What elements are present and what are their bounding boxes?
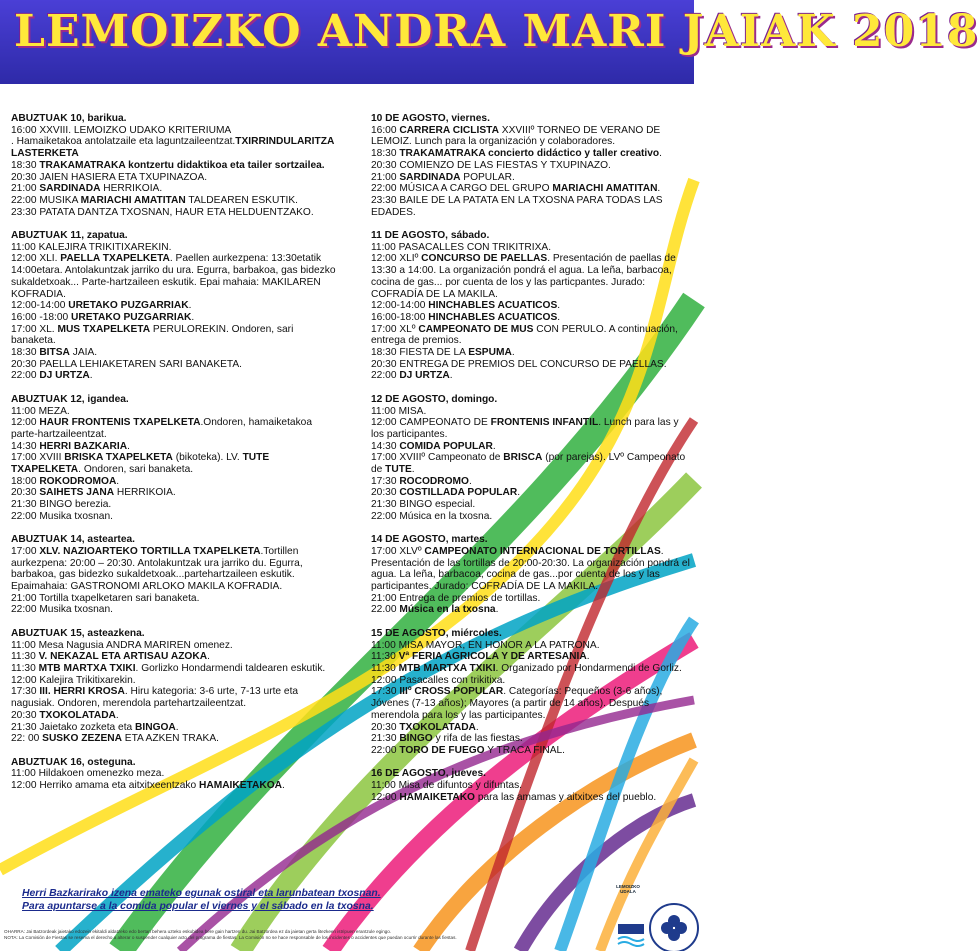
event-text: . Paellen aurkezpena: 13:30etatik 14:00etara. Antolakuntzak jarriko du ura. Egurra, barbakoa, gas bidezko sukaldetxoak... Parte-hartzaileen eskutik. Epai mahaia: MAKILAREN KOFRADIA. — [11, 253, 336, 300]
day-title: ABUZTUAK 12, igandea. — [11, 393, 129, 405]
event-text: . — [188, 300, 192, 312]
event-text: . — [657, 183, 661, 195]
event-line — [11, 300, 339, 312]
event-text: 21:00 — [11, 183, 40, 195]
event-line — [11, 546, 339, 593]
event-highlight: Música en la txosna — [399, 604, 496, 616]
event-line — [11, 324, 339, 347]
event-line — [371, 452, 693, 475]
event-highlight: DJ URTZA — [39, 370, 90, 382]
event-text: . Hiru kategoria: 3-6 urte, 7-13 urte eta nagusiak. Ondoren, merendola partehartzaileentzat. — [11, 686, 299, 710]
event-text: 14:30 — [371, 440, 400, 452]
event-line — [11, 347, 339, 359]
event-line — [11, 370, 339, 382]
event-line — [371, 172, 693, 184]
event-highlight: SARDINADA — [399, 171, 461, 183]
day-title: 12 DE AGOSTO, domingo. — [371, 393, 498, 405]
event-highlight: Vª FERIA AGRICOLA Y DE ARTESANIA — [398, 651, 587, 663]
event-highlight: BINGOA — [135, 721, 176, 733]
day-title: ABUZTUAK 11, zapatua. — [11, 230, 128, 242]
event-text: 17:00 XVIII — [11, 452, 65, 464]
event-line — [371, 347, 693, 359]
event-line — [371, 195, 693, 218]
event-text: 20:30 PAELLA LEHIAKETAREN SARI BANAKETA. — [11, 358, 243, 370]
event-line — [371, 640, 693, 652]
event-highlight: COSTILLADA POPULAR — [399, 487, 518, 499]
event-line — [371, 324, 693, 347]
event-line — [371, 651, 693, 663]
lauburu-seal-icon — [610, 884, 694, 951]
event-text: 20:30 — [11, 487, 40, 499]
event-line — [371, 406, 693, 418]
event-text: .Ondoren, hamaiketakoa parte-hartzaileentzat. — [11, 417, 313, 440]
event-text: 12:00 XLI. — [11, 253, 61, 265]
event-line — [371, 546, 693, 593]
event-text: 18:30 — [371, 148, 400, 160]
event-text: 21:00 Entrega de premios de tortillas. — [371, 592, 541, 604]
event-text: 20:30 COMIENZO DE LAS FIESTAS Y TXUPINAZO. — [371, 159, 611, 171]
event-highlight: XLV. NAZIOARTEKO TORTILLA TXAPELKETA — [39, 545, 261, 557]
day-block — [371, 394, 693, 523]
event-highlight: MUS TXAPELKETA — [57, 323, 151, 335]
event-line — [11, 441, 339, 453]
event-text: . — [511, 347, 515, 359]
event-text: 16:00 — [371, 124, 400, 136]
day-block — [11, 757, 339, 792]
event-text: 16:00-18:00 — [371, 311, 429, 323]
event-line — [371, 487, 693, 499]
disclaimer — [4, 929, 644, 941]
event-text: . — [127, 440, 130, 452]
event-highlight: TXOKOLATADA — [399, 721, 476, 733]
event-text: 12:00 Herriko amama eta aitxitxeentzako — [11, 780, 199, 791]
event-text: 22: 00 — [11, 733, 43, 745]
event-text: 17:00 — [11, 545, 40, 557]
event-text: . Gorlizko Hondarmendi taldearen eskutik. — [135, 662, 326, 674]
event-line — [371, 242, 693, 254]
event-line — [371, 733, 693, 745]
event-text: 20:30 — [371, 721, 400, 733]
event-text: 16:00 -18:00 — [11, 311, 72, 323]
event-text: JAIA. — [69, 347, 98, 359]
event-highlight: MTB MARTXA TXIKI — [398, 662, 496, 674]
event-text: 18:00 — [11, 475, 40, 487]
event-line — [371, 160, 693, 172]
event-highlight: SUSKO ZEZENA — [42, 733, 122, 745]
day-block — [371, 628, 693, 757]
event-text: para las amamas y aitxitxes del pueblo. — [474, 791, 657, 803]
event-text: 20:30 ENTREGA DE PREMIOS DEL CONCURSO DE PAELLAS. — [371, 358, 667, 370]
event-text: 11:00 MISA MAYOR, EN HONOR A LA PATRONA. — [371, 639, 600, 651]
event-text: 22.00 — [371, 604, 400, 616]
event-highlight: MARIACHI AMATITAN — [552, 183, 658, 195]
event-line — [11, 768, 339, 780]
event-line — [11, 253, 339, 300]
event-text: 17:00 XL. — [11, 323, 58, 335]
event-line — [11, 780, 339, 792]
event-highlight: TRAKAMATRAKA concierto didáctico y taller creativo — [399, 148, 660, 160]
event-text: 22:00 MUSIKA — [11, 194, 81, 206]
event-highlight: CARRERA CICLISTA — [399, 124, 499, 136]
event-text: 11:00 MEZA. — [11, 405, 70, 417]
event-text: 11:00 Hildakoen omenezko meza. — [11, 768, 165, 780]
day-title: ABUZTUAK 15, asteazkena. — [11, 627, 145, 639]
day-block — [11, 628, 339, 745]
event-text: HERRIKOIA. — [114, 487, 176, 499]
event-highlight: URETAKO PUZGARRIAK — [71, 311, 192, 323]
spanish-signup-note: Para apuntarse a la comida popular el viernes y el sábado en la txosna. — [22, 901, 374, 912]
event-line — [371, 300, 693, 312]
event-text: XXVIIIº TORNEO DE VERANO DE LEMOIZ. Lunch para la organización y colaboradores. — [371, 124, 661, 148]
event-text: 11:30 — [371, 651, 399, 663]
event-line — [11, 675, 339, 687]
event-line — [11, 359, 339, 371]
event-text: CON PERULO. A continuación, entrega de premios. — [371, 323, 678, 347]
event-line — [11, 312, 339, 324]
event-line — [371, 675, 693, 687]
basque-signup-note: Herri Bazkarirako izena emateko egunak ostiral eta larunbatean txosnan. — [22, 888, 381, 899]
event-text: . Categorías: Pequeños (3-6 años), Jóvenes (7-13 años); Mayores (a partir de 14 años). Después merendola para los y las participantes. — [371, 686, 663, 721]
event-line — [371, 745, 693, 757]
event-highlight: IIIº CROSS POPULAR — [399, 686, 504, 698]
event-text: 18:30 FIESTA DE LA — [371, 347, 469, 359]
event-highlight: ROCODROMO — [399, 475, 469, 487]
event-text: 11:00 Misa de difuntos y difuntas. — [371, 780, 523, 791]
spanish-program-column — [371, 113, 693, 815]
event-text: 23:30 PATATA DANTZA TXOSNAN, HAUR ETA HELDUENTZAKO. — [11, 206, 314, 218]
event-highlight: PAELLA TXAPELKETA — [60, 253, 170, 265]
event-highlight: SAIHETS JANA — [39, 487, 115, 499]
day-block — [11, 230, 339, 382]
event-line — [11, 183, 339, 195]
day-title: 14 DE AGOSTO, martes. — [371, 534, 488, 546]
event-text: 18:30 — [11, 347, 40, 359]
event-highlight: SARDINADA — [39, 183, 101, 195]
day-block — [11, 534, 339, 616]
event-highlight: MARIACHI AMATITAN — [80, 194, 186, 206]
event-line — [371, 253, 693, 300]
event-highlight: ROKODROMOA — [39, 475, 117, 487]
event-text: 21:30 — [371, 733, 400, 745]
day-block — [11, 394, 339, 523]
event-line — [371, 359, 693, 371]
event-line — [11, 136, 339, 159]
event-text: ETA AZKEN TRAKA. — [121, 733, 219, 745]
event-line — [371, 441, 693, 453]
council-label: LEMOIZKO UDALA — [616, 884, 640, 894]
event-highlight: MTB MARTXA TXIKI — [38, 662, 136, 674]
event-text: 12:00-14:00 — [371, 300, 429, 312]
event-text: HERRIKOIA. — [100, 183, 163, 195]
event-line — [11, 406, 339, 418]
event-highlight: TXIRRINDULARITZA LASTERKETA — [11, 136, 334, 160]
event-text: 21:00 — [371, 171, 400, 183]
event-highlight: HAMAIKETAKOA — [199, 780, 283, 791]
event-highlight: CAMPEONATO INTERNACIONAL DE TORTILLAS — [424, 545, 661, 557]
event-text: . Hamaiketakoa antolatzaile eta laguntzaileentzat. — [11, 136, 236, 148]
event-highlight: TORO DE FUEGO — [399, 744, 485, 756]
event-text: . — [282, 780, 285, 791]
event-highlight: III. HERRI KROSA — [39, 686, 125, 698]
event-text: 11:30 — [11, 651, 39, 663]
event-line — [11, 733, 339, 745]
event-line — [371, 183, 693, 195]
day-block — [371, 768, 693, 803]
event-text: 22:00 Música en la txosna. — [371, 510, 493, 522]
event-text: 21:30 BINGO especial. — [371, 499, 476, 511]
event-text: 21:00 Tortilla txapelketaren sari banaketa. — [11, 592, 200, 604]
event-text: 12:00 — [11, 417, 40, 429]
event-highlight: TUTE — [385, 464, 412, 476]
event-line — [11, 452, 339, 475]
event-text: . — [495, 604, 499, 616]
event-text: y rifa de las fiestas. — [432, 733, 523, 745]
event-line — [371, 511, 693, 523]
event-highlight: URETAKO PUZGARRIAK — [68, 300, 189, 312]
event-text: 20:30 — [11, 709, 40, 721]
event-line — [371, 148, 693, 160]
event-text: 11:00 KALEJIRA TRIKITIXAREKIN. — [11, 241, 172, 253]
event-text: . — [115, 709, 119, 721]
event-text: 11:30 — [371, 662, 399, 674]
event-line — [371, 476, 693, 488]
event-line — [11, 686, 339, 709]
event-text: TALDEAREN ESKUTIK. — [185, 194, 298, 206]
day-title: ABUZTUAK 14, asteartea. — [11, 534, 135, 546]
event-line — [371, 722, 693, 734]
event-text: 11:00 Mesa Nagusia ANDRA MARIREN omenez. — [11, 639, 233, 651]
event-text: . — [659, 148, 662, 160]
event-text: 11:00 MISA. — [371, 405, 427, 417]
event-highlight: HAUR FRONTENIS TXAPELKETA — [39, 417, 201, 429]
event-line — [371, 312, 693, 324]
event-text: 17:30 — [11, 686, 40, 698]
event-text: . — [191, 311, 195, 323]
event-text: (por parejas). LVº Campeonato de — [371, 452, 686, 476]
event-line — [11, 160, 339, 172]
basque-program-column — [11, 113, 339, 803]
event-line — [11, 195, 339, 207]
day-block — [371, 230, 693, 382]
event-text: PERULOREKIN. Ondoren, sari banaketa. — [11, 323, 294, 347]
event-text: . Presentación de paellas de 13:30 a 14:00. La organización pondrá el agua. La leña, barbacoa, cocina de gas... por cuenta de los y las particpantes. Jurado: COFRADÍA DE LA MAKILA. — [371, 253, 676, 300]
event-text: .Tortillen aurkezpena: 20:00 – 20:30. Antolakuntzak ura jarriko du. Egurra, barbakoa, gas bidezko sukaldetxoak...partehartzaileen eskutik. Epaimahaia: GASTRONOMI ARLOKO MAKILA KOFRADIA. — [11, 545, 303, 593]
event-text: 17:00 XLVº — [371, 545, 425, 557]
event-line — [11, 487, 339, 499]
event-text: 21:30 Jaietako zozketa eta — [11, 721, 136, 733]
event-line — [11, 417, 339, 440]
event-text: POPULAR. — [460, 171, 515, 183]
event-highlight: DJ URTZA — [399, 370, 450, 382]
event-text: 17:30 — [371, 475, 400, 487]
event-text: 22:00 MÚSICA A CARGO DEL GRUPO — [371, 183, 553, 195]
event-text: 17:30 — [371, 686, 400, 698]
event-highlight: HERRI BAZKARIA — [39, 440, 128, 452]
event-text: . Organizado por Hondarmendi de Gorliz. — [495, 662, 682, 674]
event-highlight: BITSA — [39, 347, 70, 359]
event-highlight: HINCHABLES ACUATICOS — [428, 311, 558, 323]
day-title: 15 DE AGOSTO, miércoles. — [371, 627, 502, 639]
event-text: . Ondoren, sari banaketa. — [78, 464, 194, 476]
event-line — [371, 780, 693, 792]
event-text: 12:00 CAMPEONATO DE — [371, 417, 491, 429]
event-line — [371, 370, 693, 382]
event-text: 17:00 XVIIIº Campeonato de — [371, 452, 504, 464]
event-text: 23:30 BAILE DE LA PATATA EN LA TXOSNA PARA TODAS LAS EDADES. — [371, 194, 663, 218]
event-highlight: COMIDA POPULAR — [399, 440, 493, 452]
event-text: . — [411, 464, 415, 476]
day-block — [371, 113, 693, 218]
event-text: 12:00 XLIº — [371, 253, 422, 265]
event-line — [11, 499, 339, 511]
event-highlight: CAMPEONATO DE MUS — [418, 323, 534, 335]
page-title: LEMOIZKO ANDRA MARI JAIAK 2018 — [14, 6, 978, 57]
event-text: . — [175, 721, 179, 733]
event-line — [11, 640, 339, 652]
event-text: . Lunch para las y los participantes. — [371, 417, 679, 440]
event-highlight: BRISKA TXAPELKETA — [64, 452, 173, 464]
disclaimer-spanish: NOTA: La Comisión de Fiestas se reserva el derecho a alterar o suspender cualquier acto del programa de fiestas. La Comisión no se hace responsable de los incidentes o accidentes que puedan ocurrir durante las fiestas. — [4, 935, 457, 940]
event-text: 12:00 Kalejira Trikitixarekin. — [11, 674, 136, 686]
event-line — [11, 593, 339, 605]
event-text: 20:30 — [371, 487, 400, 499]
event-text: Y TRACA FINAL. — [484, 744, 566, 756]
event-text: 22:00 — [371, 370, 400, 382]
event-highlight: HAMAIKETAKO — [399, 791, 475, 803]
event-text: 22:00 Musika txosnan. — [11, 604, 113, 616]
event-line — [371, 686, 693, 721]
event-text: 12:00 — [371, 791, 400, 803]
day-title: 11 DE AGOSTO, sábado. — [371, 230, 490, 242]
day-title: 16 DE AGOSTO, jueves. — [371, 768, 486, 780]
event-text: . — [475, 721, 479, 733]
event-line — [11, 651, 339, 663]
event-text: 18:30 — [11, 159, 40, 171]
event-text: 11:30 — [11, 662, 39, 674]
event-line — [371, 593, 693, 605]
event-line — [11, 207, 339, 219]
footer-notes — [22, 887, 442, 913]
event-text: . — [492, 440, 496, 452]
event-text: 12:00-14:00 — [11, 300, 69, 312]
event-highlight: HINCHABLES ACUATICOS — [428, 300, 558, 312]
day-block — [371, 534, 693, 616]
event-text: 12:00 Pasacalles con trikitixa. — [371, 674, 506, 686]
event-highlight: BRISCA — [503, 452, 543, 464]
day-title: ABUZTUAK 16, osteguna. — [11, 756, 136, 768]
day-title: 10 DE AGOSTO, viernes. — [371, 113, 490, 124]
event-highlight: ESPUMA — [468, 347, 512, 359]
event-line — [11, 604, 339, 616]
event-highlight: TXOKOLATADA — [39, 709, 116, 721]
event-text: 22:00 — [371, 744, 400, 756]
event-line — [11, 172, 339, 184]
event-text: . — [207, 651, 210, 663]
event-text: . Presentación de las tortillas de 20:00-20:30. La organización pondrá el agua. La leña, barbacoa, cocina de gas...por cuenta de los y las participantes. Jurado: COFRADÍA DE LA MAKILA. — [371, 545, 690, 593]
event-text: 22:00 — [11, 370, 40, 382]
event-text: . — [557, 311, 561, 323]
event-highlight: CONCURSO DE PAELLAS — [421, 253, 548, 265]
event-text: . — [517, 487, 521, 499]
event-line — [11, 476, 339, 488]
event-highlight: TRAKAMATRAKA kontzertu didaktikoa eta tailer sortzailea. — [39, 159, 325, 171]
event-text: . — [449, 370, 453, 382]
event-highlight: V. NEKAZAL ETA ARTISAU AZOKA — [38, 651, 208, 663]
event-line — [11, 511, 339, 523]
event-highlight: BINGO — [399, 733, 433, 745]
event-line — [371, 499, 693, 511]
event-text: 20:30 JAIEN HASIERA ETA TXUPINAZOA. — [11, 171, 208, 183]
event-text: 16:00 XXVIII. LEMOIZKO UDAKO KRITERIUMA — [11, 124, 232, 136]
event-text: . — [116, 475, 120, 487]
event-text: . — [557, 300, 561, 312]
event-line — [11, 242, 339, 254]
event-line — [11, 125, 339, 137]
event-line — [371, 663, 693, 675]
event-line — [11, 710, 339, 722]
event-highlight: FRONTENIS INFANTIL — [490, 417, 599, 429]
event-text: 22:00 Musika txosnan. — [11, 510, 113, 522]
event-text: . — [468, 475, 472, 487]
event-text: 11:00 PASACALLES CON TRIKITRIXA. — [371, 241, 552, 253]
event-line — [371, 125, 693, 148]
disclaimer-basque: OHARRA: Jai Batzordeak jaietako edozein ekitaldi aldatzeko edo bertan behera uzteko eskubidea bere gain hartzen du. Jai Batzordea ez da jaietan gerta litezkeen istripuen erantzule egingo. — [4, 929, 392, 934]
event-text: (bikoteka). LV. — [172, 452, 243, 464]
event-highlight: TUTE TXAPELKETA — [11, 452, 270, 476]
day-title: ABUZTUAK 10, barikua. — [11, 113, 127, 124]
event-text: 21:30 BINGO berezia. — [11, 499, 112, 511]
event-line — [371, 417, 693, 440]
event-line — [371, 604, 693, 616]
event-text: . — [89, 370, 93, 382]
event-line — [371, 792, 693, 804]
event-line — [11, 663, 339, 675]
event-line — [11, 722, 339, 734]
event-text: 14:30 — [11, 440, 40, 452]
event-text: . — [586, 651, 590, 663]
event-text: 17:00 XLº — [371, 323, 419, 335]
day-block — [11, 113, 339, 218]
